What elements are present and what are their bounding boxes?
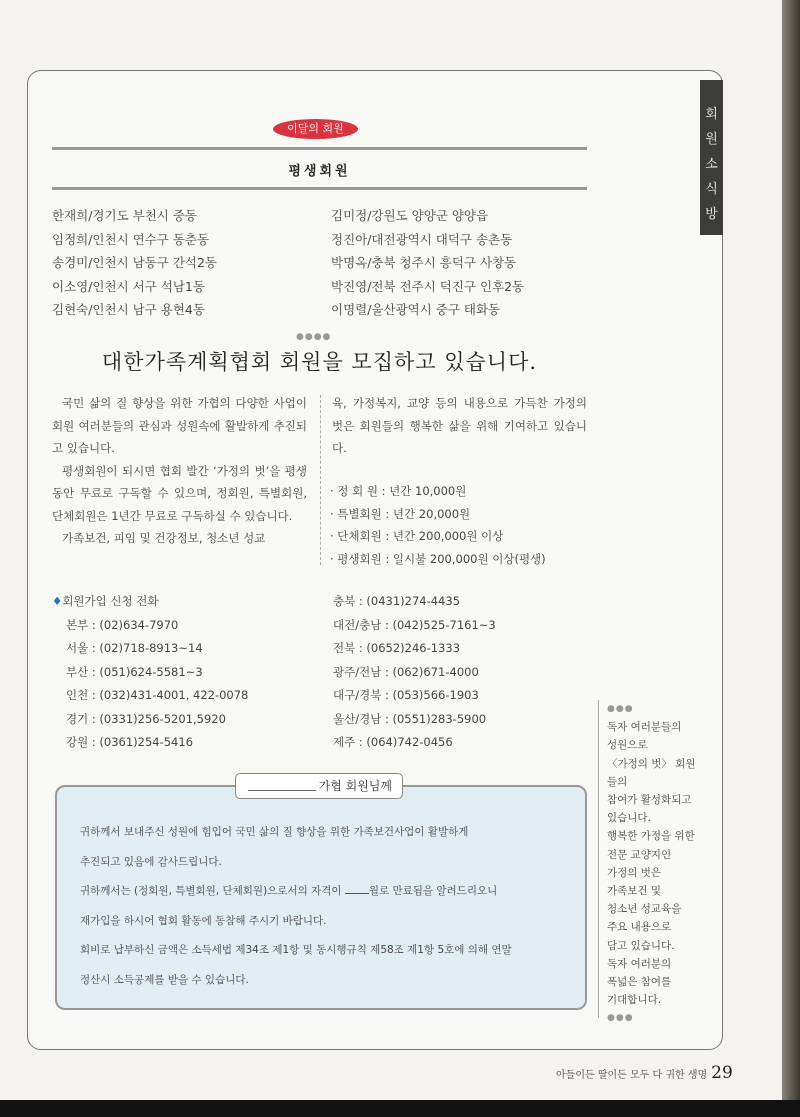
member: 송경미/인천시 남동구 간석2동 [52, 255, 218, 270]
sidebar-line: 청소년 성교육을 [607, 903, 682, 916]
phone-entry: 충북 : (0431)274-4435 [333, 594, 461, 608]
phone-entry: 서울 : (02)718-8913~14 [66, 641, 203, 655]
phones-right [333, 590, 496, 755]
sidebar-line: 행복한 가정을 위한 [607, 830, 695, 843]
sidebar-line: 가족보건 및 [607, 885, 662, 898]
members-left [52, 204, 217, 322]
phone-entry: 부산 : (051)624-5581~3 [66, 664, 203, 679]
sidebar-line: 〈가정의 벗〉 회원들의 [607, 757, 696, 788]
member: 김미정/강원도 양양군 양양읍 [331, 208, 489, 223]
sidebar-line: 독자 여러분들의 [607, 721, 682, 734]
member: 김현숙/인천시 남구 용현4동 [52, 302, 205, 317]
paragraph: 가족보건, 피임 및 건강정보, 청소년 성교 [62, 531, 266, 545]
phone-entry: 제주 : (064)742-0456 [333, 735, 453, 749]
phone-entry: 대전/충남 : (042)525-7161~3 [333, 617, 496, 632]
member: 정진아/대전광역시 대덕구 송촌동 [331, 231, 513, 247]
notice-line: 회비로 납부하신 금액은 소득세법 제34조 제1항 및 동시행규칙 제58조 제1항 5호에 의해 연말 [80, 944, 512, 956]
sidebar-line: 성원으로 [607, 739, 648, 752]
members-right [331, 204, 524, 322]
phones-left [52, 590, 249, 755]
column-divider [320, 395, 321, 565]
sidebar-line: 전문 교양지인 [607, 848, 672, 861]
phone-entry: 울산/경남 : (0551)283-5900 [333, 711, 487, 726]
page-edge [782, 0, 800, 1117]
notice-line: 정산시 소득공제를 받을 수 있습니다. [80, 973, 249, 986]
tab-char: 식 [705, 182, 718, 197]
sidebar-line: 있습니다. [607, 812, 651, 825]
sidebar-line: 담고 있습니다. [607, 939, 675, 952]
month-members-badge: 이달의 회원 [273, 119, 358, 139]
sidebar-line: 폭넓은 참여를 [607, 976, 672, 989]
member: 이명렬/울산광역시 중구 태화동 [331, 302, 501, 317]
fee-list [330, 480, 546, 570]
section-title: 평생회원 [288, 164, 351, 179]
member: 한재희/경기도 부천시 중동 [52, 208, 197, 223]
notice-title-text: 가협 회원님께 [318, 779, 392, 793]
fee-item: · 평생회원 : 일시불 200,000원 이상(평생) [330, 551, 546, 566]
fee-item: · 정 회 원 : 년간 10,000원 [330, 484, 467, 498]
paragraph: 국민 삶의 질 향상을 위한 가협의 다양한 사업이 회원 여러분들의 관심과 성원속에 활발하게 추진되고 있습니다. [52, 396, 307, 455]
phone-entry: 전북 : (0652)246-1333 [333, 641, 461, 655]
sidebar-line: 주요 내용으로 [607, 921, 672, 934]
month-blank [345, 893, 369, 894]
dots-ornament: ●●● [607, 704, 634, 714]
member: 박명옥/충북 청주시 흥덕구 사창동 [331, 255, 517, 270]
notice-text-part: 귀하께서는 (정회원, 특별회원, 단체회원)으로서의 자격이 [80, 885, 345, 897]
sidebar-note [598, 700, 703, 1024]
paragraph: 평생회원이 되시면 협회 발간 ‘가정의 벗’을 평생동안 무료로 구독할 수 있으며, 정회원, 특별회원, 단체회원은 1년간 무료로 구독하실 수 있습니다. [52, 463, 307, 523]
footer-slogan: 아들이든 딸이든 모두 다 귀한 생명 [556, 1070, 708, 1081]
fee-item: · 단체회원 : 년간 200,000원 이상 [330, 529, 504, 543]
sidebar-line: 참여가 활성화되고 [607, 794, 692, 807]
member: 임정희/인천시 연수구 동춘동 [52, 231, 210, 247]
divider [52, 187, 587, 190]
side-tab [700, 80, 723, 235]
phone-entry: 인천 : (032)431-4001, 422-0078 [66, 688, 249, 702]
tab-char: 방 [705, 207, 718, 222]
notice-line: 재가입을 하시어 협회 활동에 동참해 주시기 바랍니다. [80, 914, 327, 927]
sidebar-line: 기대합니다. [607, 994, 662, 1007]
notice-text-part: 월로 만료됨을 알려드리오니 [368, 885, 498, 897]
phone-entry: 경기 : (0331)256-5201,5920 [66, 711, 226, 726]
intro-right: 육, 가정복지, 교양 등의 내용으로 가득찬 가정의 벗은 회원들의 행복한 삶을 위해 기여하고 있습니다. [332, 396, 587, 455]
phone-entry: 광주/전남 : (062)671-4000 [333, 664, 479, 679]
phones-heading: 회원가입 신청 전화 [62, 594, 159, 608]
notice-line [80, 877, 512, 907]
page-number: 29 [711, 1063, 733, 1083]
phone-entry: 본부 : (02)634-7970 [66, 617, 179, 632]
phone-entry: 대구/경북 : (053)566-1903 [333, 688, 479, 702]
fee-item: · 특별회원 : 년간 20,000원 [330, 506, 471, 521]
scan-border [0, 1100, 800, 1117]
intro-left [52, 392, 307, 550]
tab-char: 회 [705, 107, 718, 122]
dots-ornament: ●●● [607, 1013, 634, 1024]
member: 이소영/인천시 서구 석남1동 [52, 278, 205, 294]
notice-line: 귀하께서 보내주신 성원에 힘입어 국민 삶의 질 향상을 위한 가족보건사업이 활발하게 [80, 826, 469, 838]
tab-char: 원 [705, 132, 718, 147]
name-blank [248, 790, 316, 791]
sidebar-line: 가정의 벗은 [607, 866, 662, 879]
member: 박진영/전북 전주시 덕진구 인후2동 [331, 278, 525, 294]
notice-title [235, 773, 403, 799]
phone-entry: 강원 : (0361)254-5416 [66, 735, 194, 749]
droplet-icon: ♦ [52, 594, 63, 608]
notice-line: 추진되고 있음에 감사드립니다. [80, 855, 222, 868]
headline: 대한가족계획협회 회원을 모집하고 있습니다. [101, 350, 538, 374]
dots-ornament: ●●●● [296, 332, 332, 342]
sidebar-line: 독자 여러분의 [607, 957, 672, 970]
notice-text [80, 818, 512, 995]
tab-char: 소 [705, 157, 718, 172]
page-footer [556, 1063, 733, 1083]
divider [52, 147, 587, 150]
